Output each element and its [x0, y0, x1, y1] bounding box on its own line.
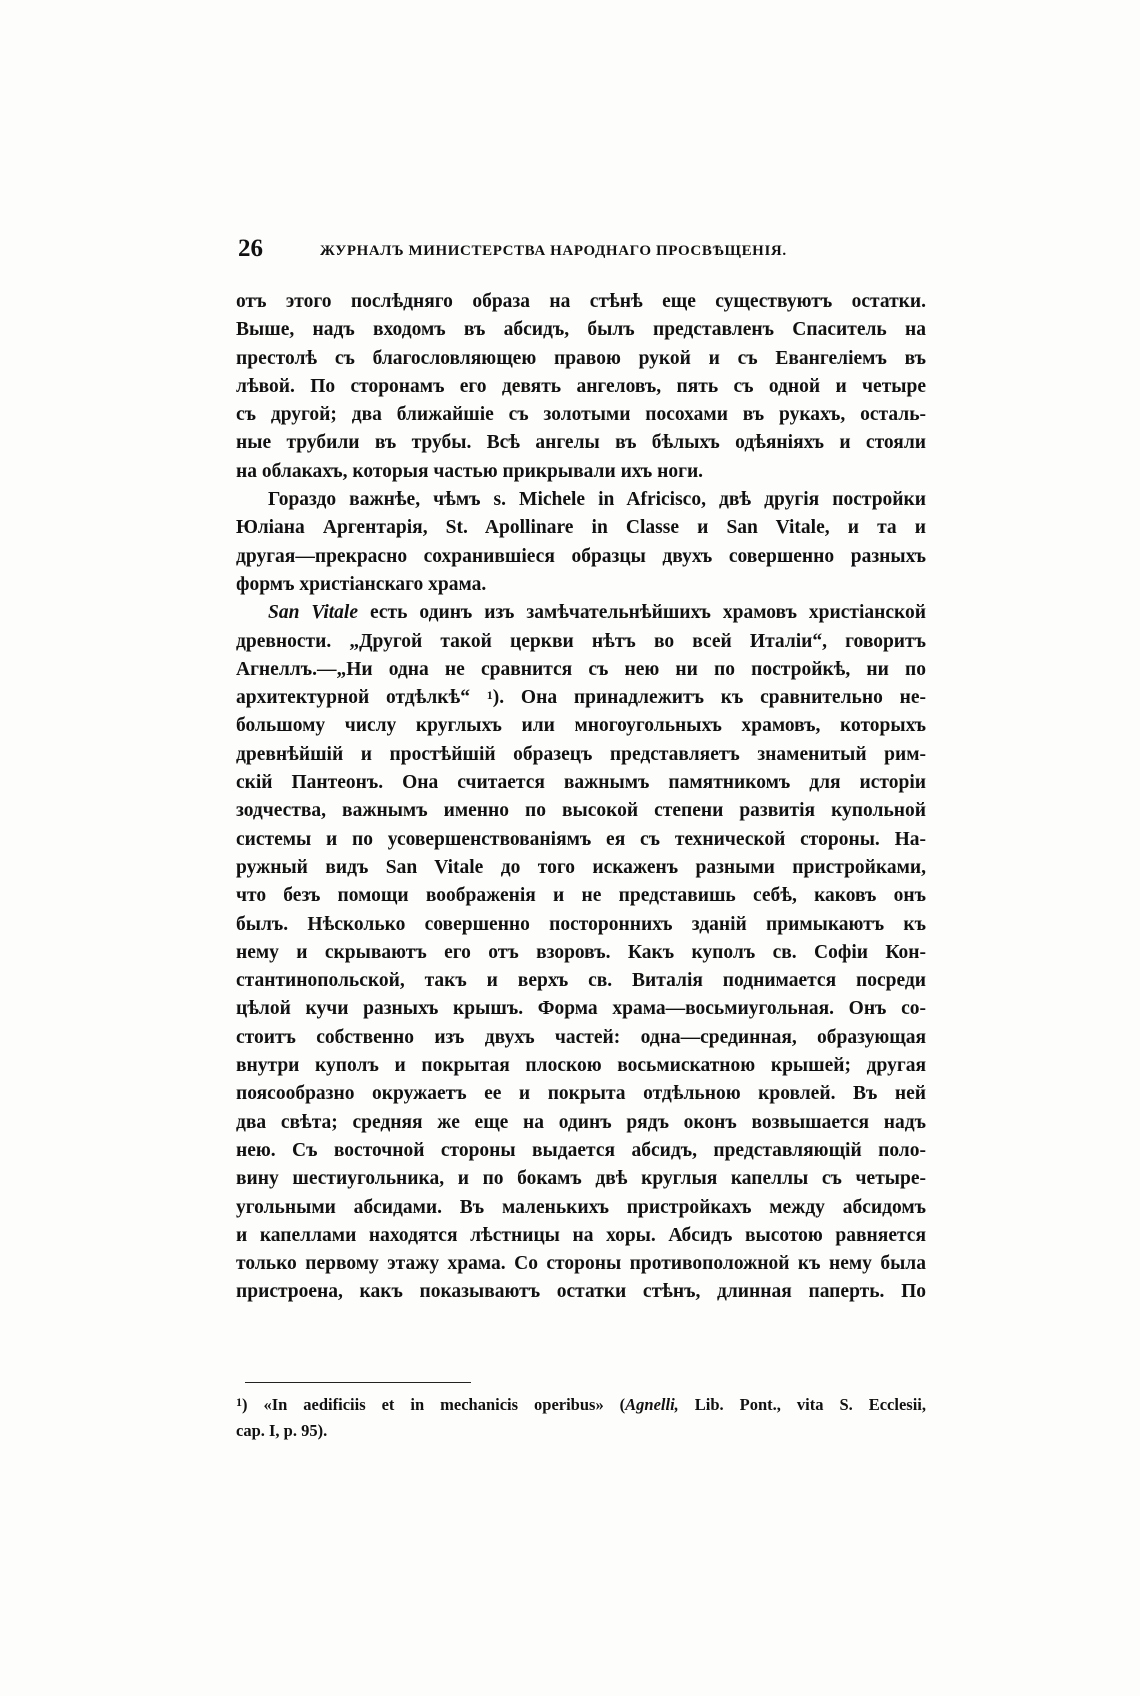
text-line: системы и по усовершенствованіямъ ея съ технической стороны. На-	[236, 828, 926, 850]
text-line: вину шестиугольника, и по бокамъ двѣ круглыя капеллы съ четыре-	[236, 1168, 926, 1190]
text-line: стантинопольской, такъ и верхъ св. Виталія поднимается посреди	[236, 970, 926, 992]
text-line: другая—прекрасно сохранившіеся образцы двухъ совершенно разныхъ	[236, 545, 926, 567]
text-line: древнѣйшій и простѣйшій образецъ представляетъ знаменитый рим-	[236, 743, 926, 765]
text-line: древности. „Другой такой церкви нѣтъ во всей Италіи“, говоритъ	[236, 630, 926, 652]
footnote-divider	[245, 1382, 471, 1383]
text-line: лѣвой. По сторонамъ его девять ангеловъ, пять съ одной и четыре	[236, 375, 926, 397]
text-line: пристроена, какъ показываютъ остатки стѣнъ, длинная паперть. По	[236, 1281, 926, 1303]
text-segment: архитектурной отдѣлкѣ“	[236, 687, 487, 709]
text-line: внутри куполъ и покрытая плоскою восьмискатною крышей; другая	[236, 1055, 926, 1077]
text-line: только первому этажу храма. Со стороны противоположной къ нему была	[236, 1253, 926, 1275]
text-line: Юліана Аргентарія, St. Apollinare in Classe и San Vitale, и та и	[236, 517, 926, 539]
text-line: Выше, надъ входомъ въ абсидъ, былъ представленъ Спаситель на	[236, 319, 926, 341]
text-line: отъ этого послѣдняго образа на стѣнѣ еще существуютъ остатки.	[236, 291, 926, 312]
text-line: нему и скрываютъ его отъ взоровъ. Какъ куполъ св. Софіи Кон-	[236, 941, 926, 963]
text-segment: есть одинъ изъ замѣчательнѣйшихъ храмовъ христіанской	[358, 602, 926, 624]
italic-term: San Vitale	[268, 602, 359, 624]
footnote-reference[interactable]: 1	[486, 688, 493, 703]
text-line: и капеллами находятся лѣстницы на хоры. Абсидъ высотою равняется	[236, 1224, 926, 1246]
text-line: два свѣта; средняя же еще на одинъ рядъ оконъ возвышается надъ	[236, 1111, 926, 1133]
footnote	[236, 1392, 926, 1444]
text-line	[236, 684, 926, 712]
text-line: Гораздо важнѣе, чѣмъ s. Michele in Africisco, двѣ другія постройки	[268, 489, 926, 511]
footnote-marker: 1	[236, 1395, 242, 1409]
text-line: что безъ помощи воображенія и не представишь себѣ, каковъ онъ	[236, 885, 926, 907]
text-line: ружный видъ San Vitale до того искаженъ разными пристройками,	[236, 856, 926, 878]
text-line: ные трубили въ трубы. Всѣ ангелы въ бѣлыхъ одѣяніяхъ и стояли	[236, 432, 926, 454]
footnote-line	[236, 1392, 926, 1418]
text-segment: ) «In aedificiis et in mechanicis operibus» (	[242, 1395, 626, 1414]
running-head	[238, 234, 918, 268]
text-line: былъ. Нѣсколько совершенно постороннихъ зданій примыкаютъ къ	[236, 913, 926, 935]
text-line: престолѣ съ благословляющею правою рукой и съ Евангеліемъ въ	[236, 347, 926, 369]
text-segment: Lib. Pont., vita S. Ecclesii,	[678, 1395, 926, 1414]
text-line: скій Пантеонъ. Она считается важнымъ памятникомъ для исторіи	[236, 772, 926, 794]
text-line	[236, 599, 926, 627]
footnote-author: Agnelli,	[625, 1395, 679, 1414]
text-line: на облакахъ, которыя частью прикрывали ихъ ноги.	[236, 460, 704, 482]
journal-title: ЖУРНАЛЪ МИНИСТЕРСТВА НАРОДНАГО ПРОСВѢЩЕНІЯ.	[320, 243, 787, 259]
text-line: нею. Съ восточной стороны выдается абсидъ, представляющій поло-	[236, 1139, 926, 1161]
footnote-line: cap. I, p. 95).	[236, 1421, 328, 1440]
body-text	[236, 288, 926, 1307]
text-line: большому числу круглыхъ или многоугольныхъ храмовъ, которыхъ	[236, 715, 926, 737]
text-line: стоитъ собственно изъ двухъ частей: одна—срединная, образующая	[236, 1026, 926, 1048]
text-line: формъ христіанскаго храма.	[236, 573, 487, 595]
text-line: цѣлой кучи разныхъ крышъ. Форма храма—восьмиугольная. Онъ со-	[236, 998, 926, 1020]
text-line: Агнеллъ.—„Ни одна не сравнится съ нею ни по постройкѣ, ни по	[236, 658, 926, 680]
text-line: съ другой; два ближайшіе съ золотыми посохами въ рукахъ, осталь-	[236, 404, 926, 426]
text-line: поясообразно окружаетъ ее и покрыта отдѣльною кровлей. Въ ней	[236, 1083, 926, 1105]
page-number: 26	[238, 235, 263, 262]
text-line: зодчества, важнымъ именно по высокой степени развитія купольной	[236, 800, 926, 822]
text-segment: ). Она принадлежитъ къ сравнительно не-	[492, 687, 926, 709]
text-line: угольными абсидами. Въ маленькихъ пристройкахъ между абсидомъ	[236, 1196, 926, 1218]
